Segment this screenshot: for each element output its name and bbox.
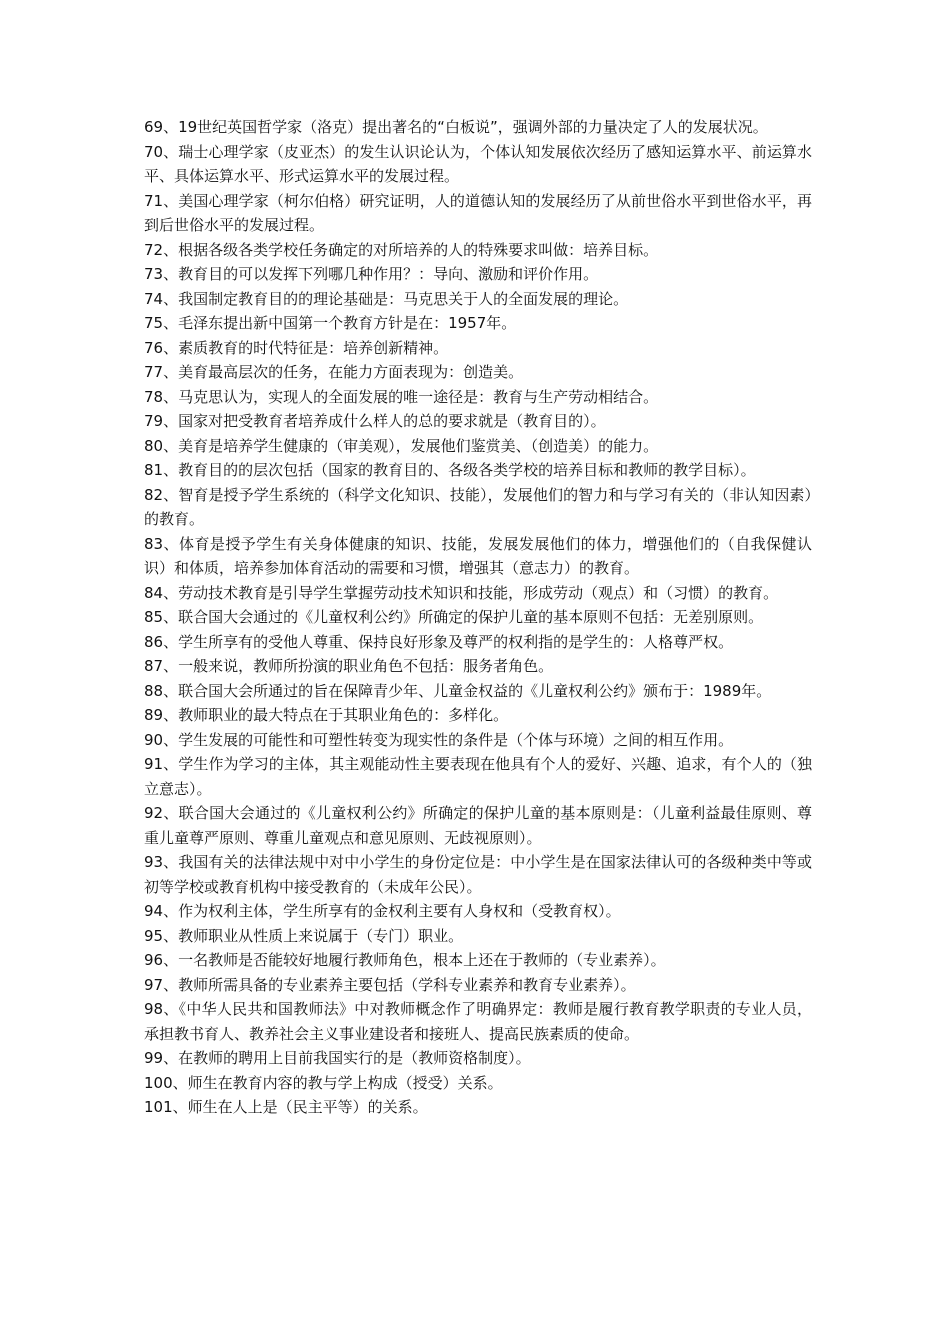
paragraph-76: 76、素质教育的时代特征是：培养创新精神。: [144, 338, 449, 357]
paragraph-73: 73、教育目的可以发挥下列哪几种作用？：导向、激励和评价作用。: [144, 265, 599, 283]
paragraph-72: 72、根据各级各类学校任务确定的对所培养的人的特殊要求叫做：培养目标。: [144, 240, 659, 259]
paragraph-95: 95、教师职业从性质上来说属于（专门）职业。: [144, 926, 464, 945]
paragraph-90: 90、学生发展的可能性和可塑性转变为现实性的条件是（个体与环境）之间的相互作用。: [144, 730, 734, 749]
paragraph-71: 71、美国心理学家（柯尔伯格）研究证明，人的道德认知的发展经历了从前世俗水平到世俗水平，再到后世俗水平的发展过程。: [144, 191, 812, 234]
paragraph-86: 86、学生所享有的受他人尊重、保持良好形象及尊严的权利指的是学生的：人格尊严权。: [144, 632, 734, 651]
paragraph-94: 94、作为权利主体，学生所享有的金权利主要有人身权和（受教育权）。: [144, 902, 621, 920]
paragraph-100: 100、师生在教育内容的教与学上构成（授受）关系。: [144, 1073, 503, 1092]
paragraph-89: 89、教师职业的最大特点在于其职业角色的：多样化。: [144, 706, 509, 724]
paragraph-91: 91、学生作为学习的主体，其主观能动性主要表现在他具有个人的爱好、兴趣、追求，有个人的（独立意志）。: [144, 755, 812, 798]
paragraph-77: 77、美育最高层次的任务，在能力方面表现为：创造美。: [144, 363, 524, 381]
paragraph-83: 83、体育是授予学生有关身体健康的知识、技能，发展发展他们的体力，增强他们的（自我保健认识）和体质，培养参加体育活动的需要和习惯，增强其（意志力）的教育。: [144, 534, 812, 577]
paragraph-99: 99、在教师的聘用上目前我国实行的是（教师资格制度）。: [144, 1049, 531, 1067]
paragraph-74: 74、我国制定教育目的的理论基础是：马克思关于人的全面发展的理论。: [144, 289, 629, 308]
paragraph-69: 69、19世纪英国哲学家（洛克）提出著名的“白板说”，强调外部的力量决定了人的发展状况。: [144, 118, 768, 136]
paragraph-98: 98、《中华人民共和国教师法》中对教师概念作了明确界定：教师是履行教育教学职责的专业人员，承担教书育人、教养社会主义事业建设者和接班人、提高民族素质的使命。: [144, 1000, 812, 1043]
paragraph-87: 87、一般来说，教师所扮演的职业角色不包括：服务者角色。: [144, 657, 554, 675]
paragraph-85: 85、联合国大会通过的《儿童权利公约》所确定的保护儿童的基本原则不包括：无差别原则。: [144, 608, 764, 626]
document-body: [144, 115, 812, 1120]
paragraph-70: 70、瑞士心理学家（皮亚杰）的发生认识论认为，个体认知发展依次经历了感知运算水平、前运算水平、具体运算水平、形式运算水平的发展过程。: [144, 142, 812, 185]
paragraph-84: 84、劳动技术教育是引导学生掌握劳动技术知识和技能，形成劳动（观点）和（习惯）的教育。: [144, 583, 779, 602]
paragraph-92: 92、联合国大会通过的《儿童权利公约》所确定的保护儿童的基本原则是：（儿童利益最佳原则、尊重儿童尊严原则、尊重儿童观点和意见原则、无歧视原则）。: [144, 804, 812, 847]
paragraph-97: 97、教师所需具备的专业素养主要包括（学科专业素养和教育专业素养）。: [144, 975, 636, 994]
paragraph-81: 81、教育目的的层次包括（国家的教育目的、各级各类学校的培养目标和教师的教学目标）。: [144, 461, 756, 479]
paragraph-79: 79、国家对把受教育者培养成什么样人的总的要求就是（教育目的）。: [144, 412, 606, 430]
paragraph-93: 93、我国有关的法律法规中对中小学生的身份定位是：中小学生是在国家法律认可的各级种类中等或初等学校或教育机构中接受教育的（未成年公民）。: [144, 853, 812, 896]
paragraph-82: 82、智育是授予学生系统的（科学文化知识、技能），发展他们的智力和与学习有关的（非认知因素）的教育。: [144, 485, 812, 528]
paragraph-80: 80、美育是培养学生健康的（审美观），发展他们鉴赏美、（创造美）的能力。: [144, 436, 659, 455]
paragraph-96: 96、一名教师是否能较好地履行教师角色，根本上还在于教师的（专业素养）。: [144, 951, 666, 969]
paragraph-101: 101、师生在人上是（民主平等）的关系。: [144, 1098, 428, 1116]
paragraph-78: 78、马克思认为，实现人的全面发展的唯一途径是：教育与生产劳动相结合。: [144, 387, 659, 406]
paragraph-75: 75、毛泽东提出新中国第一个教育方针是在：1957年。: [144, 314, 517, 332]
paragraph-88: 88、联合国大会所通过的旨在保障青少年、儿童金权益的《儿童权利公约》颁布于：1989年。: [144, 681, 772, 700]
